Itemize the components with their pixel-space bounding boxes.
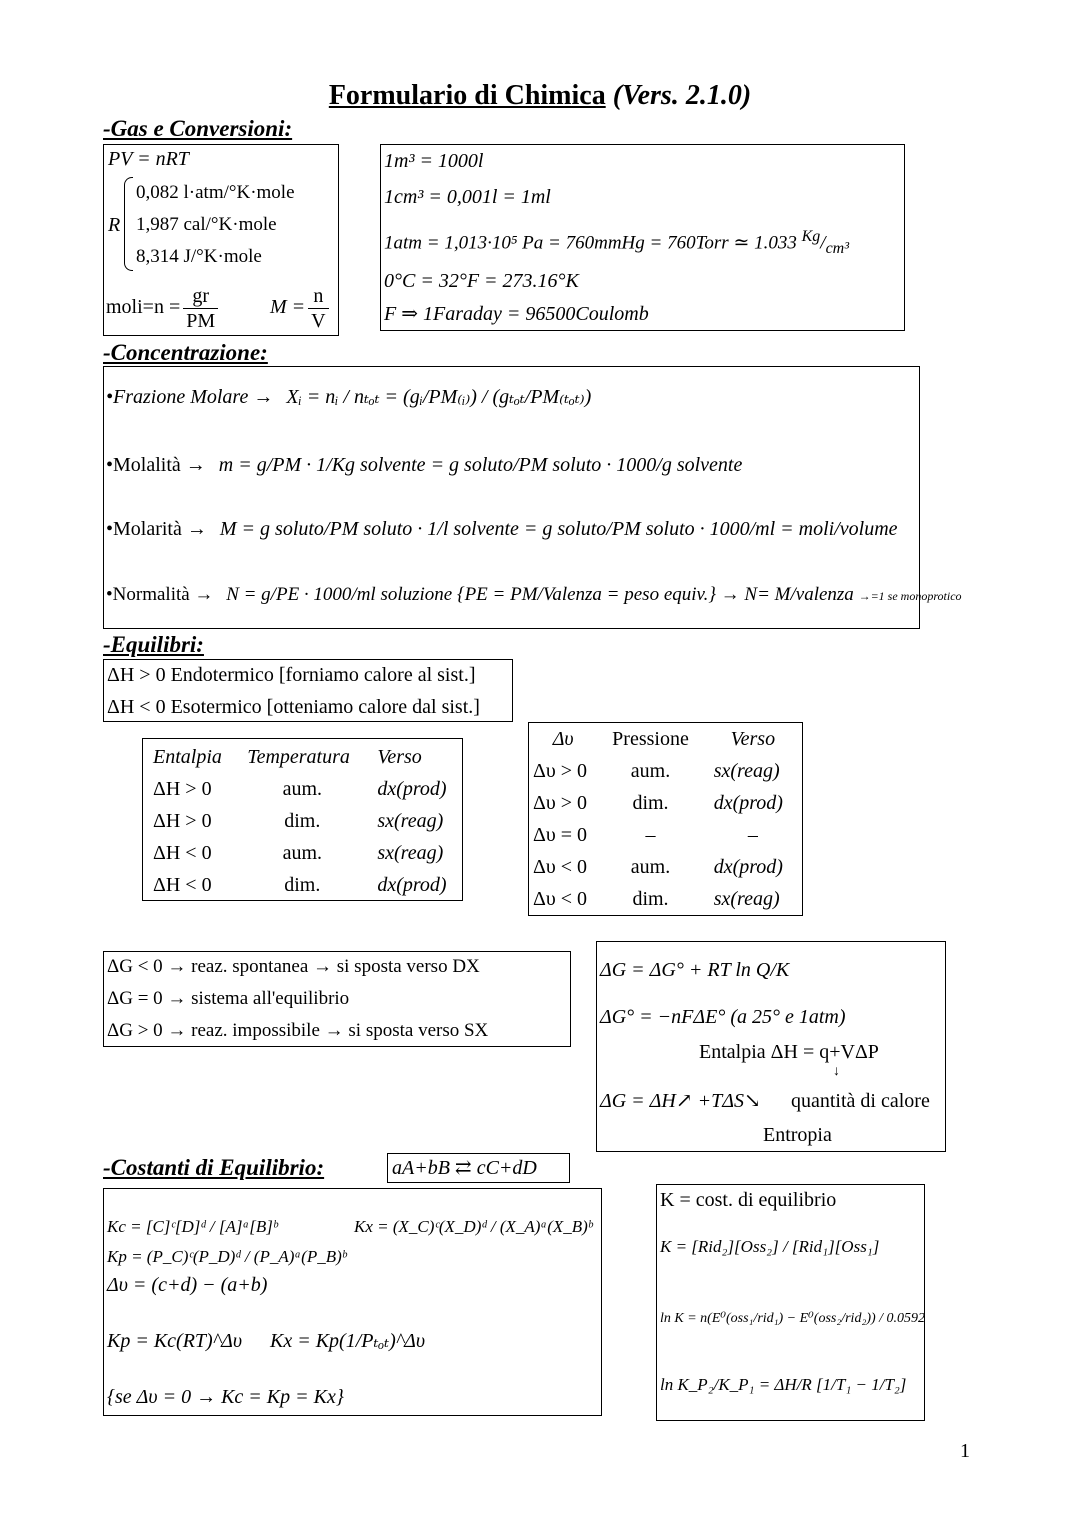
table-row [529, 819, 802, 851]
table-row [143, 805, 462, 837]
moles-den: PM [186, 309, 216, 332]
cell: – [645, 824, 656, 846]
se-condition: {se Δυ = 0 → Kc = Kp = Kx} [107, 1386, 344, 1408]
k-box [656, 1184, 925, 1421]
section-concentration: -Concentrazione: [103, 340, 268, 365]
molarity-formula: M = g soluto/PM soluto · 1/l solvente = g soluto/PM soluto · 1000/ml = moli/volume [219, 518, 898, 540]
moles-formula [106, 283, 221, 333]
temperature-table [142, 738, 463, 901]
r-label: R [108, 214, 121, 236]
ideal-gas-law: PV = nRT [108, 148, 189, 170]
m-lhs: M = [270, 296, 306, 318]
conversion-2: 1cm³ = 0,001l = 1ml [384, 186, 551, 208]
mole-fraction [106, 385, 591, 409]
conversion-3: 1atm = 1,013·10⁵ Pa = 760mmHg = 760Torr ≃ 1.033 $^{Kg}/_{cm^3}$ [384, 228, 850, 258]
conversion-4: 0°C = 32°F = 273.16°K [384, 270, 579, 292]
cell: dx(prod) [713, 856, 783, 878]
endothermic: ΔH > 0 Endotermico [forniamo calore al sist.] [107, 664, 476, 686]
table-row [529, 755, 802, 787]
molarity-label: •Molarità → [106, 518, 207, 540]
table-row [143, 773, 462, 805]
gibbs-line-1: ΔG < 0 → reaz. spontanea → si sposta verso DX [107, 956, 480, 977]
th-pressione: Pressione [612, 728, 689, 750]
temperature-grid [143, 741, 462, 901]
cell: Δυ < 0 [533, 888, 588, 910]
table-row [143, 837, 462, 869]
moles-lhs: moli=n = [106, 296, 181, 318]
r-value-3: 8,314 J/°K·mole [136, 246, 262, 267]
table-header [529, 723, 802, 755]
cell: ΔH < 0 [153, 842, 212, 864]
enthalpy-box [103, 659, 513, 722]
kp-kc-formula: Kp = Kc(RT)^Δυ [107, 1330, 243, 1352]
kx-formula: Kx = (X_C)ᶜ(X_D)ᵈ / (X_A)ᵃ(X_B)ᵇ [354, 1217, 593, 1236]
conversion-3-text: 1atm = 1,013·10⁵ Pa = 760mmHg = 760Torr ≃ 1.033 [384, 232, 797, 254]
cell: dx(prod) [377, 778, 447, 800]
cell: dx(prod) [377, 874, 447, 896]
kc-formula: Kc = [C]ᶜ[D]ᵈ / [A]ᵃ[B]ᵇ [107, 1217, 278, 1236]
moles-num: gr [183, 284, 218, 309]
cell: aum. [630, 856, 671, 878]
table-row [529, 851, 802, 883]
table-row [529, 883, 802, 915]
gas-box [103, 144, 339, 336]
molality-formula: m = g/PM · 1/Kg solvente = g soluto/PM soluto · 1000/g solvente [218, 454, 743, 476]
kx-kp-formula: Kx = Kp(1/Pₜₒₜ)^Δυ [270, 1330, 426, 1352]
down-arrow-icon: ↓ [833, 1064, 840, 1079]
title-text: Formulario di Chimica [328, 80, 606, 111]
k-line-1: K = cost. di equilibrio [660, 1189, 837, 1211]
gibbs-formula-2: ΔG° = −nFΔE° (a 25° e 1atm) [600, 1006, 846, 1028]
cell: Δυ > 0 [533, 760, 588, 782]
section-equilibria: -Equilibri: [103, 632, 204, 657]
cell: sx(reag) [377, 810, 444, 832]
mole-fraction-formula: Xᵢ = nᵢ / nₜₒₜ = (gᵢ/PM₍ᵢ₎) / (gₜₒₜ/PM₍ₜₒₜ₎) [286, 386, 592, 408]
cell: dx(prod) [713, 792, 783, 814]
normality [106, 583, 962, 608]
th-verso: Verso [377, 746, 422, 768]
molarity-formula [270, 283, 332, 333]
gibbs-formulas-box [596, 941, 946, 1152]
k-line-2: K = [Rid₂][Oss₂] / [Rid₁][Oss₁] [660, 1237, 880, 1256]
normality-label: •Normalità → [106, 584, 214, 605]
cell: aum. [282, 778, 323, 800]
cell: Δυ < 0 [533, 856, 588, 878]
dv-formula: Δυ = (c+d) − (a+b) [107, 1274, 268, 1296]
page-title [0, 80, 1080, 112]
conversion-1: 1m³ = 1000l [384, 150, 484, 172]
exothermic: ΔH < 0 Esotermico [otteniamo calore dal sist.] [107, 696, 480, 718]
k-line-3: ln K = n(E⁰(oss₁/rid₁) − E⁰(oss₂/rid₂)) / 0.0592 [660, 1311, 926, 1326]
molarity [106, 517, 898, 541]
section-constants: -Costanti di Equilibrio: [103, 1155, 325, 1180]
gibbs-formula-4: ΔG = ΔH↗ +TΔS↘ [600, 1090, 761, 1112]
gibbs-line-2: ΔG = 0 → sistema all'equilibrio [107, 988, 350, 1009]
moles-fraction [183, 284, 218, 333]
concentration-box [103, 366, 962, 629]
cell: dim. [632, 888, 669, 910]
cell: Δυ = 0 [533, 824, 588, 846]
cell: ΔH < 0 [153, 874, 212, 896]
molality-label: •Molalità → [106, 454, 206, 476]
cell: aum. [630, 760, 671, 782]
normality-note: →=1 se monoprotico [858, 589, 962, 603]
cell: sx(reag) [713, 760, 780, 782]
pressure-table [528, 722, 803, 916]
reaction-equation: aA+bB ⇄ cC+dD [392, 1157, 537, 1179]
gibbs-formula-1: ΔG = ΔG° + RT ln Q/K [600, 959, 790, 981]
gibbs-line-3: ΔG > 0 → reaz. impossibile → si sposta verso SX [107, 1020, 489, 1041]
cell: ΔH > 0 [153, 810, 212, 832]
pressure-grid [529, 723, 802, 915]
gibbs-formula-4-note: quantità di calore [791, 1090, 930, 1112]
mole-fraction-label: •Frazione Molare → [106, 386, 274, 408]
cell: dim. [284, 874, 321, 896]
cell: sx(reag) [377, 842, 444, 864]
cell: dim. [632, 792, 669, 814]
gibbs-formula-5: Entropia [763, 1124, 832, 1146]
unit-kg: Kg [801, 228, 821, 245]
section-gas: -Gas e Conversioni: [103, 116, 293, 141]
th-temperatura: Temperatura [247, 746, 350, 768]
gibbs-box [103, 951, 571, 1047]
cell: – [747, 824, 758, 846]
kp-formula: Kp = (P_C)ᶜ(P_D)ᵈ / (P_A)ᵃ(P_B)ᵇ [107, 1247, 347, 1266]
m-num: n [308, 284, 328, 309]
table-row [529, 787, 802, 819]
cell: Δυ > 0 [533, 792, 588, 814]
m-fraction [308, 284, 328, 333]
molality [106, 453, 742, 477]
kc-box [103, 1188, 602, 1416]
th-entalpia: Entalpia [153, 746, 222, 768]
reaction-box [387, 1153, 570, 1183]
table-row [143, 869, 462, 901]
conversions-box [380, 144, 905, 331]
r-value-2: 1,987 cal/°K·mole [136, 214, 277, 235]
r-brace [124, 177, 133, 271]
normality-formula: N = g/PE · 1000/ml soluzione {PE = PM/Valenza = peso equiv.} → N= M/valenza [226, 584, 854, 605]
unit-cm3: cm³ [825, 240, 850, 258]
th-dv: Δυ [552, 728, 574, 750]
th-verso: Verso [730, 728, 776, 750]
cell: ΔH > 0 [153, 778, 212, 800]
m-den: V [311, 309, 326, 332]
conversion-5: F ⇒ 1Faraday = 96500Coulomb [384, 303, 649, 325]
version-text: (Vers. 2.1.0) [612, 80, 752, 111]
cell: sx(reag) [713, 888, 780, 910]
table-header [143, 741, 462, 773]
cell: dim. [284, 810, 321, 832]
cell: aum. [282, 842, 323, 864]
page-number: 1 [960, 1440, 970, 1462]
r-value-1: 0,082 l·atm/°K·mole [136, 182, 295, 203]
k-line-4: ln K_P₂/K_P₁ = ΔH/R [1/T₁ − 1/T₂] [660, 1375, 907, 1394]
gibbs-formula-3: Entalpia ΔH = q+VΔP [699, 1041, 879, 1063]
